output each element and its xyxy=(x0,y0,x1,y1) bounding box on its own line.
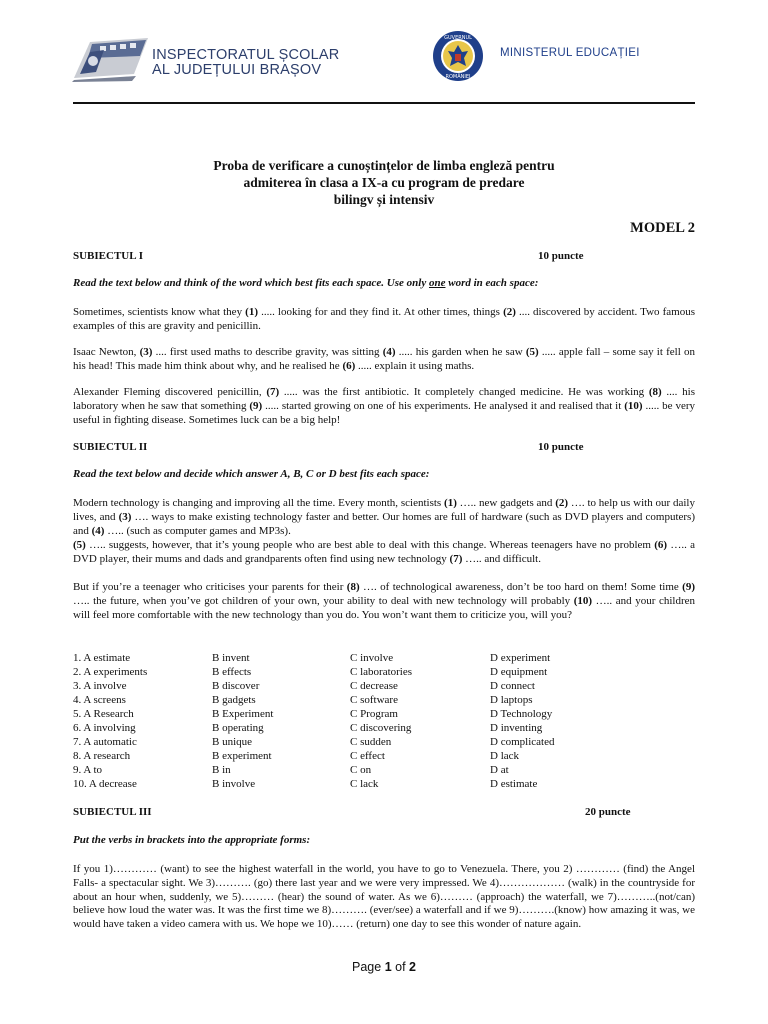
option-row xyxy=(73,764,695,778)
gap-number: (4) xyxy=(382,346,396,358)
gap-number: (5) xyxy=(73,539,86,551)
gap-number: (6) xyxy=(654,539,668,551)
paragraph-text: …. ways to make existing technology faster and better. Our homes are full of hardware (such as DVD players and computers) and xyxy=(73,510,695,537)
option-row xyxy=(73,708,695,722)
paragraph-text: ..... be very useful in fighting disease. Sometimes luck can be a big help! xyxy=(73,399,695,426)
page-footer xyxy=(0,960,768,974)
gap-number: (3) xyxy=(139,346,153,358)
paragraph-text: ..... his garden when he saw xyxy=(395,346,526,358)
section-3-points: 20 puncte xyxy=(585,806,631,818)
gap-number: (6) xyxy=(342,359,356,372)
option-a: 2. A experiments xyxy=(73,666,148,678)
option-b: B invent xyxy=(212,652,250,664)
gap-number: (7) xyxy=(266,386,280,398)
gap-number: (2) xyxy=(555,497,569,509)
footer-page-total: 2 xyxy=(409,960,416,974)
gap-number: (1) xyxy=(444,497,457,509)
option-b: B in xyxy=(212,764,231,776)
footer-pre: Page xyxy=(352,960,385,974)
gap-number: (8) xyxy=(346,581,360,593)
option-d: D complicated xyxy=(490,736,555,748)
paragraph-text: ..... explain it using maths. xyxy=(355,359,475,372)
header-rule xyxy=(73,102,695,104)
option-b: B Experiment xyxy=(212,708,274,720)
paragraph-text: ..... started growing on one of his experiments. He analysed it and realised that it xyxy=(262,399,625,412)
letterhead xyxy=(70,26,695,92)
instr-underlined: one xyxy=(428,277,446,289)
option-c: C sudden xyxy=(350,736,392,748)
gap-number: (4) xyxy=(91,524,105,537)
option-a: 10. A decrease xyxy=(73,778,137,790)
school-name-line1: INSPECTORATUL ȘCOLAR xyxy=(152,47,340,63)
footer-mid: of xyxy=(391,960,410,974)
option-a: 4. A screens xyxy=(73,694,126,706)
gap-number: (3) xyxy=(118,510,132,523)
option-a: 6. A involving xyxy=(73,722,136,734)
section-1-paragraph-2 xyxy=(73,346,695,374)
option-b: B unique xyxy=(212,736,253,748)
paragraph-text: .... his laboratory when he saw that something xyxy=(73,386,695,412)
option-row xyxy=(73,722,695,736)
gap-number: (7) xyxy=(449,552,463,565)
gap-number: (10) xyxy=(573,594,593,607)
section-1-points: 10 puncte xyxy=(538,250,584,262)
option-b: B gadgets xyxy=(212,694,256,706)
option-b: B experiment xyxy=(212,750,272,762)
paragraph-text: ….. and difficult. xyxy=(462,552,541,565)
option-row xyxy=(73,680,695,694)
option-row xyxy=(73,666,695,680)
option-c: C laboratories xyxy=(350,666,413,678)
option-a: 9. A to xyxy=(73,764,103,776)
section-2-paragraph-2 xyxy=(73,539,695,567)
option-d: D lack xyxy=(490,750,520,762)
option-c: C on xyxy=(350,764,372,776)
paragraph-text: ..... apple fall – some say it fell on his head! This made him think about why, and he realised he xyxy=(73,346,695,372)
section-1-heading xyxy=(73,250,695,262)
paragraph-text: Alexander Fleming discovered penicillin, xyxy=(73,386,267,398)
section-2-heading xyxy=(73,441,695,453)
option-row xyxy=(73,652,695,666)
gap-number: (1) xyxy=(245,306,258,318)
paragraph-text: ..... looking for and they find it. At other times, things xyxy=(257,306,504,318)
section-1-title: SUBIECTUL I xyxy=(73,250,144,262)
gap-number: (8) xyxy=(648,386,662,398)
option-d: D inventing xyxy=(490,722,543,734)
paragraph-text: ….. suggests, however, that it’s young people who are best able to deal with this change. Whereas teenagers have no problem xyxy=(85,539,655,551)
option-a: 3. A involve xyxy=(73,680,127,692)
seal-top-text: GUVERNUL xyxy=(444,35,472,41)
paragraph-text: Isaac Newton, xyxy=(73,346,140,358)
title-line2: admiterea în clasa a IX-a cu program de predare xyxy=(243,175,525,190)
school-name-line2: AL JUDEȚULUI BRAȘOV xyxy=(152,62,322,78)
option-d: D Technology xyxy=(490,708,553,720)
school-name xyxy=(152,48,339,78)
option-b: B discover xyxy=(212,680,260,692)
gap-number: (9) xyxy=(682,581,695,593)
paragraph-text: But if you’re a teenager who criticises your parents for their xyxy=(73,581,347,593)
section-2-instructions: Read the text below and decide which answer A, B, C or D best fits each space: xyxy=(73,468,430,480)
title-line3: bilingv și intensiv xyxy=(333,192,435,207)
model-label: MODEL 2 xyxy=(630,220,695,236)
paragraph-text: ….. a DVD player, their mums and dads and grandparents often find using new technology xyxy=(73,539,695,565)
paragraph-text: ….. the future, when you’ve got children of your own, your ability to deal with new technology will probably xyxy=(73,594,574,607)
title-line1: Proba de verificare a cunoștințelor de limba engleză pentru xyxy=(213,158,555,173)
section-2-title: SUBIECTUL II xyxy=(73,441,148,453)
option-c: C discovering xyxy=(350,722,412,734)
paragraph-text: Sometimes, scientists know what they xyxy=(73,306,246,318)
option-d: D laptops xyxy=(490,694,533,706)
paragraph-text: ….. new gadgets and xyxy=(456,497,556,509)
option-d: D estimate xyxy=(490,778,538,790)
option-d: D at xyxy=(490,764,509,776)
option-c: C software xyxy=(350,694,398,706)
paragraph-text: …. of technological awareness, don’t be too hard on them! Some time xyxy=(359,581,683,593)
section-1-paragraph-1 xyxy=(73,306,695,334)
document-title xyxy=(73,157,695,208)
section-2-paragraph-3 xyxy=(73,581,695,622)
option-d: D experiment xyxy=(490,652,551,664)
instr-part: word in each space: xyxy=(445,277,539,289)
option-b: B operating xyxy=(212,722,264,734)
footer-page-number: 1 xyxy=(384,960,392,974)
government-seal-icon xyxy=(432,30,484,82)
option-c: C effect xyxy=(350,750,385,762)
paragraph-text: ..... was the first antibiotic. It completely changed medicine. He was working xyxy=(279,386,649,398)
section-2-points: 10 puncte xyxy=(538,441,584,453)
section-1-paragraph-3 xyxy=(73,386,695,427)
option-d: D connect xyxy=(490,680,535,692)
section-3-instructions: Put the verbs in brackets into the appropriate forms: xyxy=(73,834,311,846)
option-row xyxy=(73,736,695,750)
paragraph-text: .... first used maths to describe gravity, was sitting xyxy=(152,346,383,358)
option-row xyxy=(73,694,695,708)
gap-number: (5) xyxy=(525,346,539,358)
paragraph-text: ….. and your children will feel more comfortable with the new technology than you do. You won’t want them to criticize you, will you? xyxy=(73,594,695,621)
option-b: B involve xyxy=(212,778,256,790)
section-3-text: If you 1)………… (want) to see the highest waterfall in the world, you have to go to Venezuela. There, you 2) ………… (find) the Angel Falls- a spectacular sight. We 3)………. (go) there last year and we were very impressed. We 4)……………… (walk) in the countryside for about an hour when, suddenly, we 5)……… (hear) the sound of water. As we 6)……… (approach) the waterfall, we 7)………..(not/can) believe how loud the water was. It was the first time we 8)………. (ever/see) a waterfall and if we 9)……….(know) how amazing it was, we would have taken a video camera with us. We hope we 10)…… (return) one day to see this wonder of nature again. xyxy=(73,863,695,931)
option-a: 7. A automatic xyxy=(73,736,137,748)
paragraph-text: Modern technology is changing and improving all the time. Every month, scientists xyxy=(73,497,445,509)
option-a: 5. A Research xyxy=(73,708,134,720)
option-a: 8. A research xyxy=(73,750,131,762)
option-c: C lack xyxy=(350,778,379,790)
paragraph-text: …. to help us with our daily lives, and xyxy=(73,497,695,523)
isj-logo-icon xyxy=(70,28,152,82)
instr-part: Read the text below and think of the word which best fits each space. Use only xyxy=(73,277,429,289)
option-a: 1. A estimate xyxy=(73,652,131,664)
option-b: B effects xyxy=(212,666,252,678)
gap-number: (2) xyxy=(503,306,516,318)
answer-options xyxy=(73,652,695,792)
section-2-paragraph-1 xyxy=(73,497,695,538)
paragraph-text: .... discovered by accident. Two famous examples of this are gravity and penicillin. xyxy=(73,306,696,332)
option-c: C involve xyxy=(350,652,394,664)
option-c: C decrease xyxy=(350,680,398,692)
seal-bottom-text: ROMÂNIEI xyxy=(445,74,471,80)
option-row xyxy=(73,750,695,764)
gap-number: (9) xyxy=(249,399,263,412)
section-3-title: SUBIECTUL III xyxy=(73,806,152,818)
paragraph-text: ….. (such as computer games and MP3s). xyxy=(104,524,291,537)
option-d: D equipment xyxy=(490,666,548,678)
section-1-instructions xyxy=(73,277,695,289)
option-row xyxy=(73,778,695,792)
ministry-name: MINISTERUL EDUCAȚIEI xyxy=(500,47,640,59)
gap-number: (10) xyxy=(624,399,643,412)
section-3-heading xyxy=(73,806,695,818)
option-c: C Program xyxy=(350,708,398,720)
